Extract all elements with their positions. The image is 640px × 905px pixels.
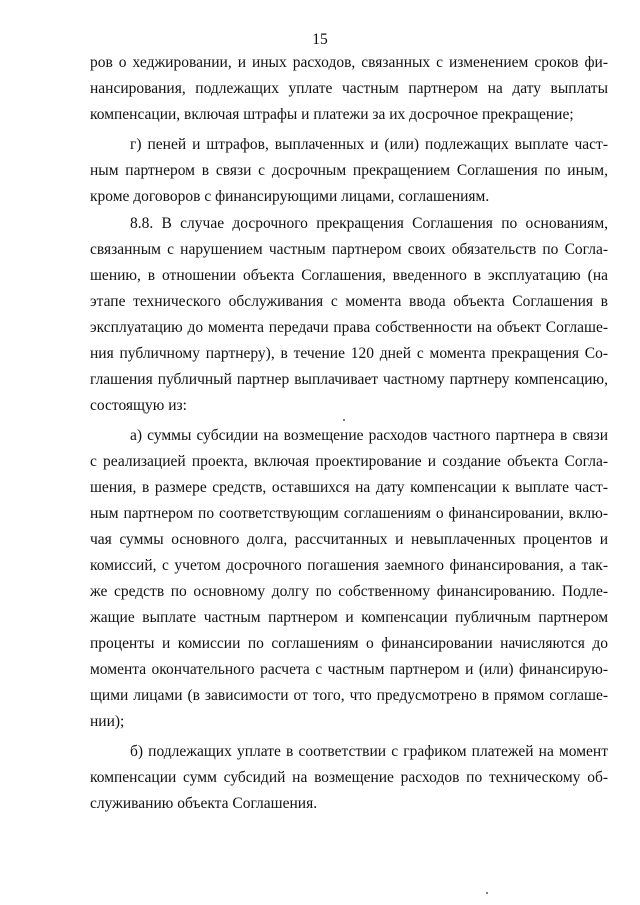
text-line: нии); [90,713,125,730]
text-line: с реализацией проекта, включая проектирование и создание объекта Согла- [90,453,608,470]
text-line: нансирования, подлежащих уплате частным партнером на дату выплаты [90,80,608,97]
text-line: компенсации сумм субсидий на возмещение расходов по техническому об- [90,769,608,786]
text-line: г) пеней и штрафов, выплаченных и (или) подлежащих выплате част- [130,136,608,153]
text-line: шению, в отношении объекта Соглашения, введенного в эксплуатацию (на [90,267,608,284]
text-line: б) подлежащих уплате в соответствии с графиком платежей на момент [130,743,608,760]
text-line: ров о хеджировании, и иных расходов, связанных с изменением сроков фи- [90,54,608,71]
text-line: жащие выплате частным партнером и компенсации публичным партнером [90,609,608,626]
scan-speck [486,892,488,894]
text-line: эксплуатацию до момента передачи права собственности на объект Соглаше- [90,319,608,336]
text-line: компенсации, включая штрафы и платежи за их досрочное прекращение; [90,106,574,123]
page-number: 15 [312,31,328,48]
text-line: 8.8. В случае досрочного прекращения Соглашения по основаниям, [130,215,608,232]
text-line: кроме договоров с финансирующими лицами, соглашениям. [90,188,490,205]
text-line: служиванию объекта Соглашения. [90,795,318,812]
text-line: ным партнером в связи с досрочным прекращением Соглашения по иным, [90,162,608,179]
text-line: чая суммы основного долга, рассчитанных и невыплаченных процентов и [90,531,608,548]
text-line: а) суммы субсидии на возмещение расходов частного партнера в связи [130,427,608,444]
text-line: момента окончательного расчета с частным партнером и (или) финансирую- [90,661,608,678]
text-line: шения, в размере средств, оставшихся на дату компенсации к выплате част- [90,479,608,496]
text-line: же средств по основному долгу по собственному финансированию. Подле- [90,583,608,600]
text-line: состоящую из: [90,397,187,414]
text-line: проценты и комиссии по соглашениям о финансировании начисляются до [90,635,608,652]
text-line: ным партнером по соответствующим соглашениям о финансировании, вклю- [90,505,608,522]
text-line: щими лицами (в зависимости от того, что предусмотрено в прямом соглаше- [90,687,608,704]
scan-speck [343,419,345,421]
text-line: связанным с нарушением частным партнером своих обязательств по Согла- [90,241,608,258]
text-line: глашения публичный партнер выплачивает частному партнеру компенсацию, [90,371,608,388]
text-line: этапе технического обслуживания с момента ввода объекта Соглашения в [90,293,608,310]
text-line: ния публичному партнеру), в течение 120 дней с момента прекращения Со- [90,345,608,362]
text-line: комиссий, с учетом досрочного погашения заемного финансирования, а так- [90,557,608,574]
